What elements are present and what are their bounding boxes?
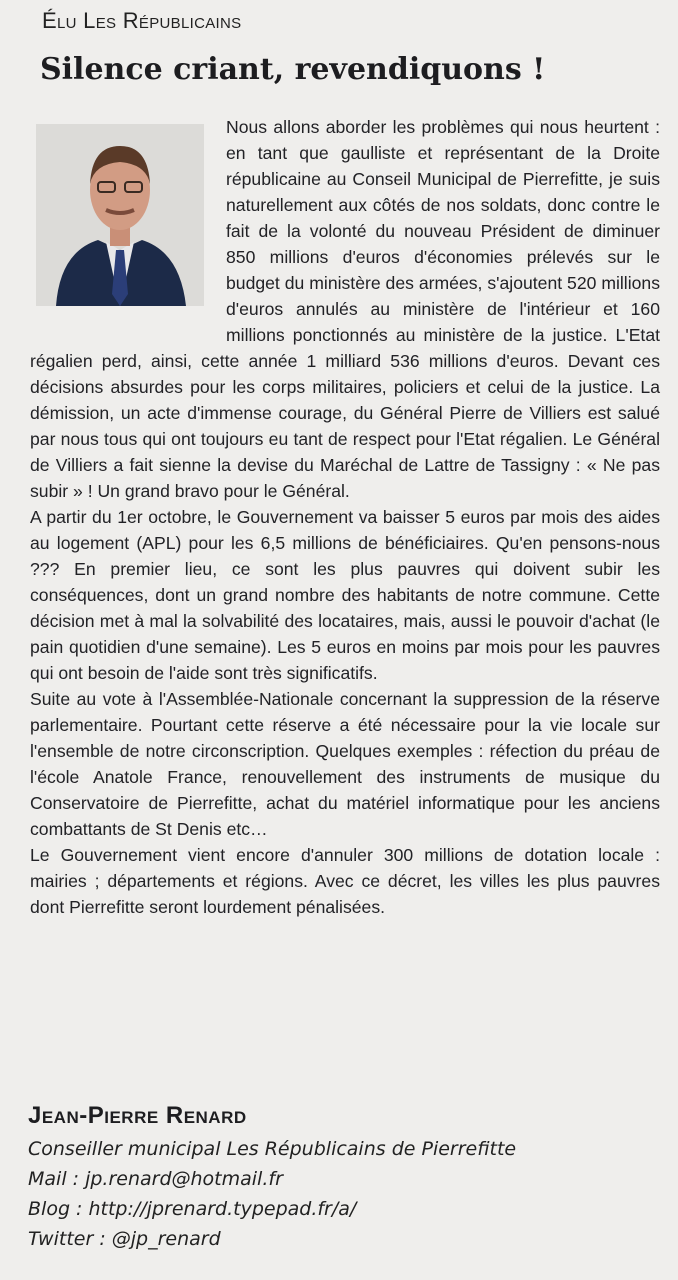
paragraph: Le Gouvernement vient encore d'annuler 300 millions de dotation locale : mairies ; départements et régions. Avec ce décret, les villes les plus pauvres dont Pierrefitte seront lourdement pénalisées. bbox=[30, 845, 660, 917]
paragraph: Suite au vote à l'Assemblée-Nationale concernant la suppression de la réserve parlementaire. Pourtant cette réserve a été nécessaire pour la vie locale sur l'ensemble de notre circonscription. Quelques exemples : réfection du préau de l'école Anatole France, renouvellement des instruments de musique du Conservatoire de Pierrefitte, achat du matériel informatique pour les anciens combattants de St Denis etc… bbox=[30, 689, 660, 839]
author-signature bbox=[28, 1102, 658, 1254]
article-title: Silence criant, revendiquons ! bbox=[40, 52, 546, 87]
paragraph: A partir du 1er octobre, le Gouvernement va baisser 5 euros par mois des aides au logement (APL) pour les 6,5 millions de bénéficiaires. Qu'en pensons-nous ??? En premier lieu, ce sont les plus pauvres qui doivent subir les conséquences, dont un grand nombre des habitants de notre commune. Cette décision met à mal la solvabilité des locataires, mais, aussi le pouvoir d'achat (le pain quotidien d'une semaine). Les 5 euros en moins par mois pour les pauvres qui ont besoin de l'aide sont très significatifs. bbox=[30, 507, 660, 683]
article-body bbox=[30, 114, 660, 920]
author-twitter: Twitter : @jp_renard bbox=[28, 1228, 221, 1250]
author-mail: Mail : jp.renard@hotmail.fr bbox=[28, 1168, 283, 1190]
paragraph: Nous allons aborder les problèmes qui nous heurtent : en tant que gaulliste et représentant de la Droite républicaine au Conseil Municipal de Pierrefitte, je suis naturellement aux côtés de nos soldats, donc contre le fait de la volonté du nouveau Président de diminuer 850 millions d'euros d'économies prélevés sur le budget du ministère des armées, s'ajoutent 520 millions d'euros annulés au ministère de l'intérieur et 160 millions ponctionnés au ministère de la justice. L'Etat régalien perd, ainsi, cette année 1 milliard 536 millions d'euros. Devant ces décisions absurdes pour les corps militaires, policiers et celui de la justice. La démission, un acte d'immense courage, du Général Pierre de Villiers est salué par nous tous qui ont toujours eu tant de respect pour l'Etat régalien. Le Général de Villiers a fait sienne la devise du Maréchal de Lattre de Tassigny : « Ne pas subir » ! Un grand bravo pour le Général. bbox=[30, 117, 660, 501]
author-blog: Blog : http://jprenard.typepad.fr/a/ bbox=[28, 1198, 357, 1220]
section-kicker: Élu Les Républicains bbox=[42, 8, 242, 33]
author-role: Conseiller municipal Les Républicains de Pierrefitte bbox=[28, 1138, 517, 1160]
author-name: Jean-Pierre Renard bbox=[28, 1102, 247, 1129]
